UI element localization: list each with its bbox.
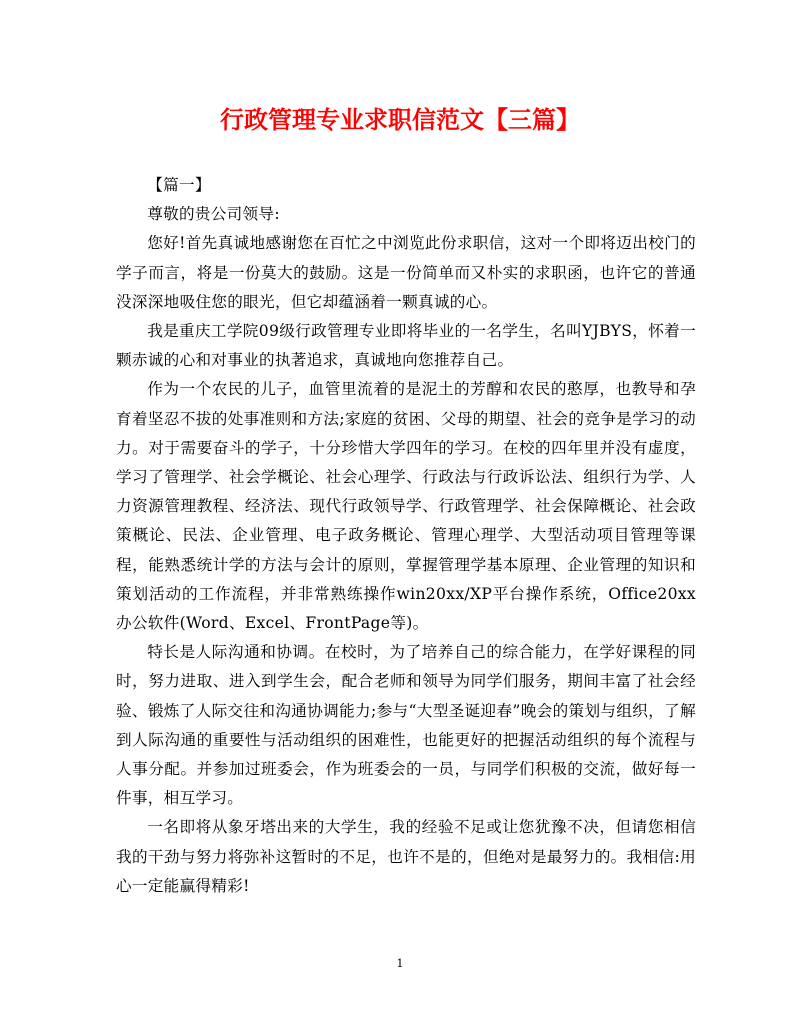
section-heading: 【篇一】 [147, 176, 211, 194]
document-body [116, 171, 696, 901]
document-title: 行政管理专业求职信范文【三篇】 [220, 106, 580, 134]
page-number: 1 [396, 957, 404, 970]
paragraph-skills: 特长是人际沟通和协调。在校时，为了培养自己的综合能力，在学好课程的同时，努力进取、进入到学生会，配合老师和领导为同学们服务，期间丰富了社会经验、锻炼了人际交往和沟通协调能力;参与“大型圣诞迎春”晚会的策划与组织，了解到人际沟通的重要性与活动组织的困难性，也能更好的把握活动组织的每个流程与人事分配。并参加过班委会，作为班委会的一员，与同学们积极的交流，做好每一件事，相互学习。 [116, 643, 696, 808]
salutation: 尊敬的贵公司领导: [147, 205, 280, 224]
paragraph-introduction: 我是重庆工学院09级行政管理专业即将毕业的一名学生，名叫YJBYS，怀着一颗赤诚的心和对事业的执著追求，真诚地向您推荐自己。 [116, 322, 696, 370]
paragraph-closing: 一名即将从象牙塔出来的大学生，我的经验不足或让您犹豫不决，但请您相信我的干劲与努力将弥补这暂时的不足，也许不是的，但绝对是最努力的。我相信:用心一定能赢得精彩! [116, 818, 696, 895]
paragraph-greeting: 您好!首先真诚地感谢您在百忙之中浏览此份求职信，这对一个即将迈出校门的学子而言，将是一份莫大的鼓励。这是一份简单而又朴实的求职函，也许它的普通没深深地吸住您的眼光，但它却蕴涵着一颗真诚的心。 [116, 234, 696, 311]
paragraph-education: 作为一个农民的儿子，血管里流着的是泥土的芳醇和农民的憨厚，也教导和孕育着坚忍不拔的处事准则和方法;家庭的贫困、父母的期望、社会的竞争是学习的动力。对于需要奋斗的学子，十分珍惜大学四年的学习。在校的四年里并没有虚度，学习了管理学、社会学概论、社会心理学、行政法与行政诉讼法、组织行为学、人力资源管理教程、经济法、现代行政领导学、行政管理学、社会保障概论、社会政策概论、民法、企业管理、电子政务概论、管理心理学、大型活动项目管理等课程，能熟悉统计学的方法与会计的原则，掌握管理学基本原理、企业管理的知识和策划活动的工作流程，并非常熟练操作win20xx/XP平台操作系统，Office20xx办公软件(Word、Excel、FrontPage等)。 [116, 380, 696, 633]
